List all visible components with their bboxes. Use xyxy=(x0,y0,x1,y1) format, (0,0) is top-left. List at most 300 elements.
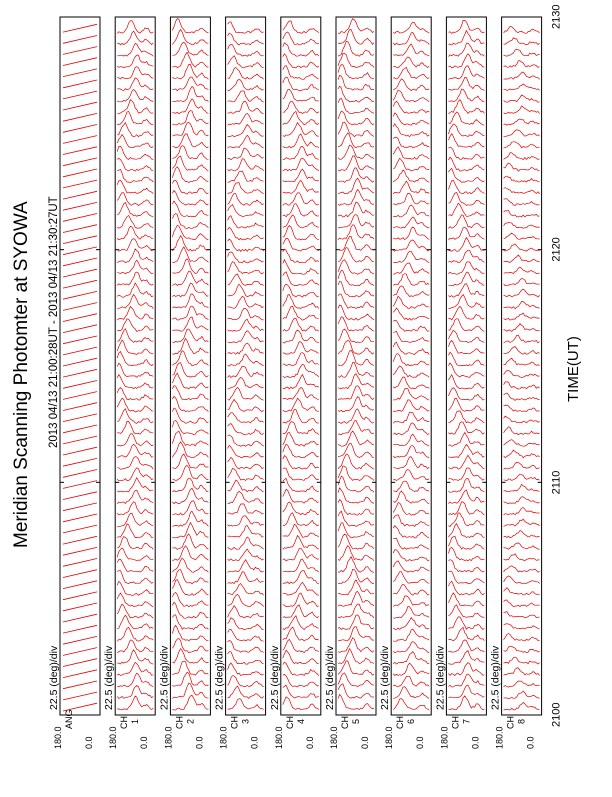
scan-trace xyxy=(393,67,429,79)
scan-trace xyxy=(393,687,429,699)
scan-trace xyxy=(393,296,429,308)
scan-trace xyxy=(393,663,429,675)
scan-trace xyxy=(228,148,264,160)
panel-ch2 xyxy=(158,17,210,749)
scan-trace xyxy=(117,203,153,217)
scan-trace xyxy=(504,657,540,664)
scan-trace xyxy=(283,502,319,515)
scan-trace xyxy=(393,434,429,446)
scan-trace xyxy=(393,251,429,262)
scan-trace xyxy=(448,319,484,332)
scan-trace xyxy=(448,548,484,561)
channel-number: 3 xyxy=(240,718,251,724)
scan-trace xyxy=(117,696,153,710)
scan-trace xyxy=(393,44,429,56)
scan-trace xyxy=(393,618,429,630)
scan-trace xyxy=(172,602,208,618)
scan-trace xyxy=(228,171,264,182)
channel-number: 8 xyxy=(516,718,527,724)
scan-trace xyxy=(117,398,153,412)
scan-trace xyxy=(283,318,319,331)
scan-trace xyxy=(283,330,319,343)
scan-trace xyxy=(283,639,319,652)
y-tick-min: 0.0 xyxy=(525,736,536,749)
scan-trace xyxy=(117,673,153,687)
scan-trace xyxy=(504,313,540,320)
scan-trace xyxy=(504,188,540,194)
scan-trace xyxy=(504,49,540,56)
scan-trace xyxy=(283,112,319,125)
scan-trace xyxy=(504,335,540,343)
scan-trace xyxy=(448,341,484,354)
scan-trace xyxy=(117,537,153,550)
scan-trace xyxy=(504,566,540,573)
scan-trace xyxy=(393,32,429,44)
scan-trace xyxy=(504,176,540,182)
scan-trace xyxy=(172,191,208,206)
channel-label: CH xyxy=(505,716,516,729)
scan-trace xyxy=(117,158,153,171)
scan-trace xyxy=(338,65,374,79)
scan-trace xyxy=(504,153,540,160)
scan-trace xyxy=(228,699,264,710)
scan-trace xyxy=(117,146,153,159)
scan-trace xyxy=(283,650,319,664)
scan-trace xyxy=(504,576,540,584)
scan-trace xyxy=(228,284,264,296)
scan-trace xyxy=(283,353,319,366)
scan-trace xyxy=(117,216,153,229)
scan-trace xyxy=(283,548,319,561)
scan-trace xyxy=(117,283,153,297)
scan-trace xyxy=(448,524,484,538)
panel-ch3 xyxy=(214,17,266,749)
scan-trace xyxy=(228,193,264,205)
scan-trace xyxy=(228,435,264,446)
scan-trace xyxy=(228,113,264,125)
angle-trace xyxy=(63,24,97,711)
scan-trace xyxy=(117,340,153,355)
scan-trace xyxy=(117,409,153,424)
scan-trace xyxy=(117,662,153,675)
scan-trace xyxy=(117,123,153,137)
scan-trace xyxy=(172,534,208,550)
channel-number: 5 xyxy=(351,718,361,724)
scan-trace xyxy=(393,320,429,331)
scan-trace xyxy=(338,270,374,285)
scan-trace xyxy=(448,330,484,342)
scan-trace xyxy=(338,294,374,309)
scan-trace xyxy=(448,43,484,56)
scan-trace xyxy=(228,469,264,481)
scan-trace xyxy=(283,54,319,68)
channel-number: 4 xyxy=(295,718,306,724)
scan-trace xyxy=(228,413,264,423)
scan-trace xyxy=(228,387,264,400)
scan-trace xyxy=(338,627,374,641)
channel-label: CH xyxy=(284,716,295,729)
scan-trace xyxy=(172,488,208,503)
scan-trace xyxy=(117,457,153,470)
scan-trace xyxy=(228,378,264,389)
scan-trace xyxy=(283,215,319,228)
scan-trace xyxy=(228,125,264,137)
scan-trace xyxy=(228,399,264,411)
y-tick-max: 180.0 xyxy=(53,726,63,749)
scan-trace xyxy=(393,676,429,687)
scan-trace xyxy=(228,91,264,102)
scale-label: 22.5 (deg)/div xyxy=(324,645,336,710)
scan-trace xyxy=(228,354,264,366)
y-tick-min: 0.0 xyxy=(304,736,315,749)
scan-trace xyxy=(504,61,540,68)
scan-trace xyxy=(393,286,429,297)
scan-trace xyxy=(393,481,429,492)
scan-trace xyxy=(228,296,264,308)
scale-label: 22.5 (deg)/div xyxy=(434,645,447,710)
scan-trace xyxy=(504,508,540,515)
scan-trace xyxy=(117,180,153,193)
scan-trace xyxy=(448,180,484,194)
scan-trace xyxy=(504,416,540,423)
scan-trace xyxy=(393,642,429,653)
scale-label: 22.5 (deg)/div xyxy=(213,645,226,710)
scan-trace xyxy=(448,536,484,549)
y-tick-max: 180.0 xyxy=(218,726,229,749)
scan-trace xyxy=(228,262,264,274)
scan-trace xyxy=(172,134,208,148)
scan-trace xyxy=(393,240,429,251)
scan-trace xyxy=(172,329,208,343)
scan-trace xyxy=(283,193,319,206)
scan-trace xyxy=(172,386,208,400)
scan-trace xyxy=(338,156,374,171)
scan-trace xyxy=(448,651,484,665)
scan-trace xyxy=(448,685,484,698)
scan-trace xyxy=(338,488,374,503)
trace-group xyxy=(228,22,264,710)
scan-trace xyxy=(228,618,264,630)
scan-trace xyxy=(448,31,484,45)
y-tick-min: 0.0 xyxy=(249,736,260,749)
scale-label: 22.5 (deg)/div xyxy=(158,645,171,710)
scan-trace xyxy=(172,570,208,584)
scan-trace xyxy=(338,98,374,113)
panel-frame xyxy=(391,17,431,715)
scan-trace xyxy=(504,279,540,286)
scan-trace xyxy=(228,676,264,687)
chart-title: Meridian Scanning Photomter at SYOWA xyxy=(11,201,32,548)
scan-trace xyxy=(228,606,264,618)
scan-trace xyxy=(172,180,208,194)
scan-trace xyxy=(338,19,374,34)
scan-trace xyxy=(393,354,429,366)
scan-trace xyxy=(172,317,208,331)
scan-trace xyxy=(228,491,264,503)
scan-trace xyxy=(338,282,374,298)
scan-trace xyxy=(228,504,264,514)
scan-trace xyxy=(338,350,374,366)
y-tick-max: 180.0 xyxy=(494,726,505,749)
scan-trace xyxy=(393,193,429,205)
scan-trace xyxy=(228,135,264,148)
channel-number: 2 xyxy=(185,718,196,724)
scan-trace xyxy=(283,21,319,33)
scan-trace xyxy=(448,250,484,262)
panel-ch5 xyxy=(324,17,376,749)
scan-trace xyxy=(393,550,429,561)
scan-trace xyxy=(448,398,484,411)
scan-trace xyxy=(504,72,540,79)
scan-trace xyxy=(504,358,540,366)
scan-trace xyxy=(393,515,429,527)
y-tick-max: 180.0 xyxy=(163,726,174,749)
scan-trace xyxy=(448,696,484,710)
scan-trace xyxy=(448,157,484,171)
scan-trace xyxy=(172,201,208,217)
scan-trace xyxy=(117,375,153,389)
scan-trace xyxy=(172,146,208,160)
scan-trace xyxy=(504,691,540,698)
scan-trace xyxy=(504,302,540,309)
scan-trace xyxy=(393,400,429,412)
scan-trace xyxy=(338,178,374,194)
scan-trace xyxy=(283,342,319,355)
scan-trace xyxy=(228,572,264,584)
scan-trace xyxy=(283,260,319,275)
scan-trace xyxy=(283,571,319,584)
scan-trace xyxy=(117,260,153,274)
scale-label: 22.5 (deg)/div xyxy=(379,645,392,710)
scale-label: 22.5 (deg)/div xyxy=(48,645,60,710)
scan-trace xyxy=(117,478,153,492)
scan-trace xyxy=(228,319,264,331)
scan-trace xyxy=(117,640,153,653)
scan-trace xyxy=(448,388,484,401)
scan-trace xyxy=(228,516,264,526)
scan-trace xyxy=(172,580,208,596)
y-tick-max: 180.0 xyxy=(108,726,119,749)
scan-trace xyxy=(228,560,264,573)
scan-trace xyxy=(283,662,319,675)
scan-trace xyxy=(117,319,153,332)
scan-trace xyxy=(448,593,484,606)
scan-trace xyxy=(504,142,540,148)
scan-trace xyxy=(172,339,208,355)
scan-trace xyxy=(448,147,484,159)
scan-trace xyxy=(117,55,153,68)
scan-trace xyxy=(393,584,429,595)
scan-trace xyxy=(117,490,153,504)
scan-trace xyxy=(117,513,153,526)
panel-ch7 xyxy=(434,17,486,749)
scan-trace xyxy=(338,557,374,573)
scan-trace xyxy=(393,181,429,194)
scan-trace xyxy=(283,388,319,400)
scan-trace xyxy=(117,294,153,308)
trace-group xyxy=(393,22,429,710)
scan-trace xyxy=(228,101,264,113)
scan-trace xyxy=(117,307,153,321)
channel-label: ANG xyxy=(64,709,74,729)
x-tick-label: 2110 xyxy=(550,470,563,495)
scan-trace xyxy=(393,342,429,354)
scan-trace xyxy=(448,605,484,618)
trace-group xyxy=(504,26,540,710)
scan-trace xyxy=(393,263,429,274)
scan-trace xyxy=(228,457,264,468)
scan-trace xyxy=(504,624,540,630)
scan-trace xyxy=(172,225,208,240)
scan-trace xyxy=(172,421,208,435)
scale-label: 22.5 (deg)/div xyxy=(489,645,502,710)
scan-trace xyxy=(338,317,374,331)
y-tick-max: 180.0 xyxy=(439,726,450,749)
scan-trace xyxy=(283,489,319,503)
channel-number: 1 xyxy=(130,718,141,724)
scan-trace xyxy=(504,26,540,33)
scan-trace xyxy=(504,95,540,102)
scan-trace xyxy=(228,663,264,676)
scan-trace xyxy=(504,405,540,411)
scan-trace xyxy=(448,193,484,206)
scan-trace xyxy=(117,615,153,628)
scan-trace xyxy=(283,158,319,171)
scan-trace xyxy=(504,371,540,378)
scan-trace xyxy=(393,101,429,113)
scan-trace xyxy=(393,113,429,125)
scan-trace xyxy=(338,534,374,549)
scan-trace xyxy=(448,581,484,595)
scan-trace xyxy=(283,559,319,572)
scan-trace xyxy=(228,33,264,45)
scan-trace xyxy=(283,32,319,45)
scan-trace xyxy=(393,538,429,549)
scale-label: 22.5 (deg)/div xyxy=(103,645,116,710)
scan-trace xyxy=(117,571,153,584)
scan-trace xyxy=(338,86,374,102)
channel-label: CH xyxy=(174,716,185,729)
panel-frame xyxy=(502,17,542,715)
x-tick-labels xyxy=(551,5,563,727)
scan-trace xyxy=(283,204,319,217)
scan-trace xyxy=(228,584,264,596)
scan-trace xyxy=(338,30,374,45)
scan-trace xyxy=(393,22,429,33)
scan-trace xyxy=(172,454,208,468)
scan-trace xyxy=(504,462,540,469)
scan-trace xyxy=(117,249,153,263)
scan-trace xyxy=(393,412,429,423)
scan-trace xyxy=(228,686,264,698)
y-tick-min: 0.0 xyxy=(470,736,481,749)
scan-trace xyxy=(228,274,264,286)
scan-trace xyxy=(504,612,540,618)
scan-trace xyxy=(504,543,540,550)
scan-trace xyxy=(448,411,484,423)
scan-trace xyxy=(228,343,264,354)
scan-trace xyxy=(338,476,374,492)
scan-trace xyxy=(172,236,208,252)
scan-trace xyxy=(283,524,319,537)
scan-trace xyxy=(448,560,484,572)
scan-trace xyxy=(228,44,264,56)
scan-trace xyxy=(504,554,540,561)
scan-trace xyxy=(117,502,153,515)
scan-trace xyxy=(338,454,374,469)
y-tick-min: 0.0 xyxy=(194,736,205,749)
y-tick-min: 0.0 xyxy=(84,736,94,749)
scan-trace xyxy=(172,511,208,526)
channel-number: 7 xyxy=(461,718,472,724)
scan-trace xyxy=(393,423,429,435)
scan-trace xyxy=(504,289,540,297)
trace-group xyxy=(117,21,153,710)
y-tick-min: 0.0 xyxy=(360,736,370,749)
scan-trace xyxy=(283,444,319,458)
scan-trace xyxy=(172,373,208,389)
y-tick-min: 0.0 xyxy=(139,736,150,749)
scan-trace xyxy=(504,119,540,125)
scan-trace xyxy=(228,183,264,194)
scan-trace xyxy=(504,324,540,332)
scan-trace xyxy=(283,605,319,618)
scan-trace xyxy=(283,536,319,550)
scan-trace xyxy=(504,38,540,45)
scan-trace xyxy=(283,146,319,159)
scan-trace xyxy=(228,445,264,457)
y-tick-max: 180.0 xyxy=(273,726,284,749)
scan-trace xyxy=(393,57,429,68)
scan-trace xyxy=(504,427,540,435)
scan-trace xyxy=(393,503,429,516)
scan-trace xyxy=(283,432,319,446)
scan-trace xyxy=(117,90,153,102)
scan-trace xyxy=(338,329,374,343)
scan-trace xyxy=(117,468,153,481)
scan-trace xyxy=(393,561,429,572)
scan-trace xyxy=(228,549,264,561)
scan-trace xyxy=(393,596,429,607)
scan-trace xyxy=(283,180,319,193)
y-tick-max: 180.0 xyxy=(384,726,395,749)
scan-trace xyxy=(448,617,484,629)
scan-trace xyxy=(448,490,484,504)
scan-trace xyxy=(504,531,540,538)
scan-trace xyxy=(117,193,153,206)
channel-label: CH xyxy=(229,716,240,729)
scan-trace xyxy=(504,681,540,687)
scan-trace xyxy=(393,699,429,710)
panel-ch4 xyxy=(269,17,321,749)
scan-trace xyxy=(448,663,484,676)
scan-trace xyxy=(172,523,208,538)
scan-trace xyxy=(448,513,484,527)
scan-trace xyxy=(283,627,319,641)
scan-trace xyxy=(172,442,208,458)
scan-trace xyxy=(228,22,264,33)
scan-trace xyxy=(504,588,540,595)
scan-trace xyxy=(448,502,484,515)
scan-trace xyxy=(393,572,429,584)
scan-trace xyxy=(117,44,153,57)
scan-trace xyxy=(117,434,153,447)
scan-trace xyxy=(504,222,540,228)
scan-trace xyxy=(504,634,540,641)
scan-trace xyxy=(228,641,264,653)
scan-trace xyxy=(393,366,429,377)
scan-trace xyxy=(448,352,484,366)
